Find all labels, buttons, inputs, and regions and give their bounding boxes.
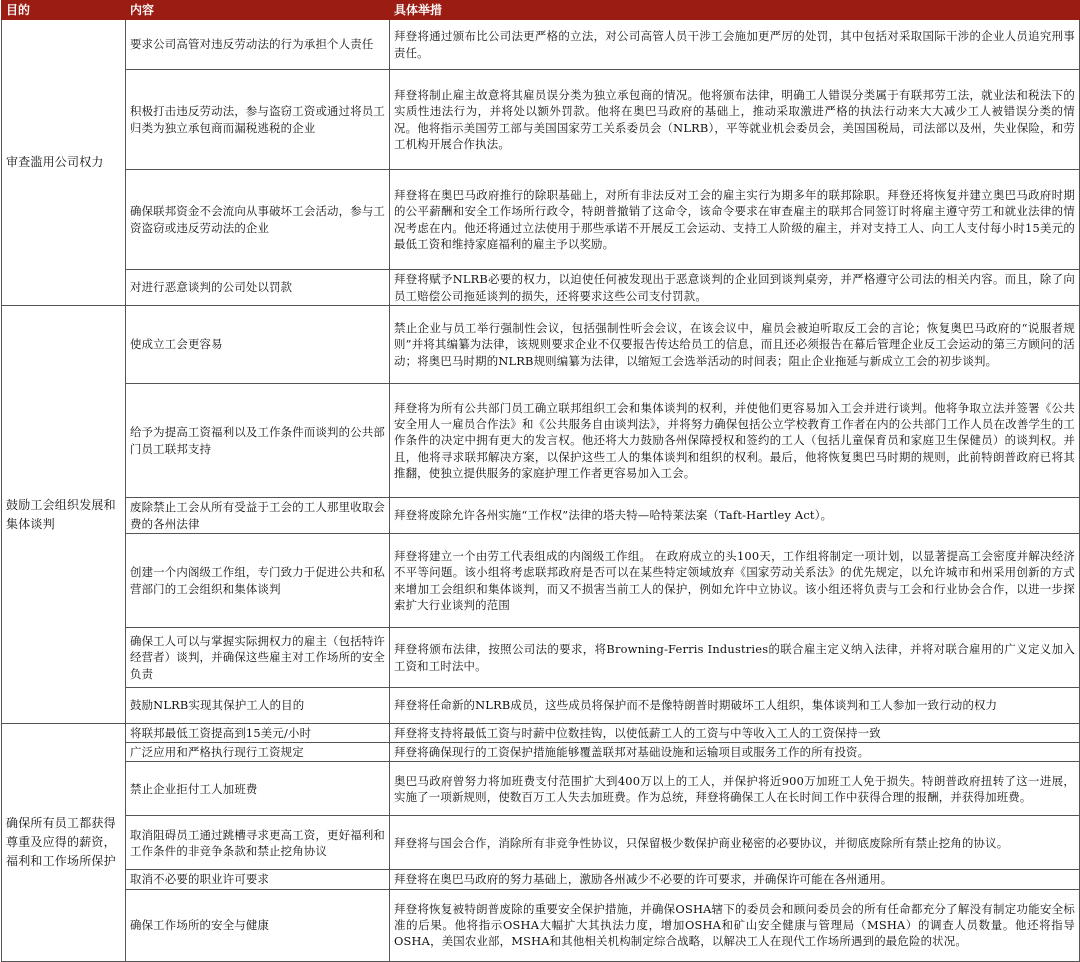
table-row — [2, 170, 1080, 270]
measure-cell: 拜登将与国会合作，消除所有非竞争性协议，只保留极少数保护商业秘密的必要协议，并彻底废除所有禁止挖角的协议。 — [390, 816, 1080, 870]
measure-cell: 奥巴马政府曾努力将加班费支付范围扩大到400万以上的工人，并保护将近900万加班工人免于损失。特朗普政府扭转了这一进展，实施了一项新规则，使数百万工人失去加班费。作为总统，拜登将确保工人在长时间工作中获得合理的报酬，并获得加班费。 — [390, 762, 1080, 816]
table-row — [2, 688, 1080, 724]
measure-cell: 拜登将支持将最低工资与时薪中位数挂钩，以使低薪工人的工资与中等收入工人的工资保持一致 — [390, 724, 1080, 743]
table-row — [2, 20, 1080, 70]
measure-cell: 拜登将为所有公共部门员工确立联邦组织工会和集体谈判的权利，并使他们更容易加入工会并进行谈判。他将争取立法并签署《公共安全用人一雇员合作法》和《公共服务自由谈判法》，并将努力确保包括公立学校教育工作者在内的公共部门工作人员在改善学生的工作条件的决定中拥有更大的发言权。他还将大力鼓励各州保障授权和签约的工人（包括儿童保育员和家庭卫生保健员）的谈判权。并且，他将寻求联邦解决方案，以保护这些工人的集体谈判和组织的权利。最后，他将恢复奥巴马时期的规则，此前特朗普政府已将其推翻，使独立提供服务的家庭护理工作者更容易加入工会。 — [390, 384, 1080, 498]
measure-cell: 拜登将在奥巴马政府推行的除职基础上，对所有非法反对工会的雇主实行为期多年的联邦除职。拜登还将恢复并建立奥巴马政府时期的公平薪酬和安全工作场所行政令，特朗普撤销了这命令，该命令要求在审查雇主的联邦合同签订时将雇主遵守劳工和就业法律的情况考虑在内。他还将通过立法使用于那些承诺不开展反工会运动、支持工人阶级的雇主，并对支持工人、向工人支付每小时15美元的最低工资和维持家庭福利的雇主予以奖励。 — [390, 170, 1080, 270]
measure-cell: 拜登将任命新的NLRB成员，这些成员将保护而不是像特朗普时期破坏工人组织，集体谈判和工人参加一致行动的权力 — [390, 688, 1080, 724]
table-row — [2, 384, 1080, 498]
table-row — [2, 70, 1080, 170]
table-row — [2, 534, 1080, 628]
header-content: 内容 — [126, 1, 390, 20]
purpose-cell: 鼓励工会组织发展和集体谈判 — [2, 306, 126, 724]
policy-table — [1, 0, 1080, 962]
measure-cell: 拜登将制止雇主故意将其雇员误分类为独立承包商的情况。他将颁布法律，明确工人错误分类属于有联邦劳工法，就业法和税法下的实质性违法行为，并将处以额外罚款。他将在奥巴马政府的基础上，推动采取激进严格的执法行动来大大减少工人被错误分类的情况。他将指示美国劳工部与美国国家劳工关系委员会（NLRB），平等就业机会委员会，美国国税局，司法部以及州，失业保险，和劳工机构开展合作执法。 — [390, 70, 1080, 170]
table-row — [2, 762, 1080, 816]
header-purpose: 目的 — [2, 1, 126, 20]
content-cell: 取消阻碍员工通过跳槽寻求更高工资，更好福利和工作条件的非竞争条款和禁止挖角协议 — [126, 816, 390, 870]
table-row — [2, 628, 1080, 688]
header-measures: 具体举措 — [390, 1, 1080, 20]
content-cell: 创建一个内阁级工作组，专门致力于促进公共和私营部门的工会组织和集体谈判 — [126, 534, 390, 628]
measure-cell: 拜登将恢复被特朗普废除的重要安全保护措施，并确保OSHA辖下的委员会和顾问委员会的所有任命都充分了解没有制定功能安全标准的后果。他将指示OSHA大幅扩大其执法力度，增加OSHA和矿山安全健康与管理局（MSHA）的调查人员数量。他还将指导OSHA，美国农业部，MSHA和其他相关机构制定综合战略，以解决工人在现代工作场所遇到的最危险的状况。 — [390, 889, 1080, 961]
content-cell: 给予为提高工资福利以及工作条件而谈判的公共部门员工联邦支持 — [126, 384, 390, 498]
table-row — [2, 270, 1080, 306]
table-row — [2, 743, 1080, 762]
purpose-cell: 审查滥用公司权力 — [2, 20, 126, 306]
measure-cell: 禁止企业与员工举行强制性会议，包括强制性听会会议，在该会议中，雇员会被迫听取反工会的言论；恢复奥巴马政府的“说服者规则”并将其编纂为法律，该规则要求企业不仅要报告传达给员工的信息，而且还必须报告在幕后管理企业反工会运动的第三方顾问的活动；将奥巴马时期的NLRB规则编纂为法律，以缩短工会选举活动的时间表；阻止企业拖延与新成立工会的初步谈判。 — [390, 306, 1080, 384]
content-cell: 确保工作场所的安全与健康 — [126, 889, 390, 961]
content-cell: 对进行恶意谈判的公司处以罚款 — [126, 270, 390, 306]
measure-cell: 拜登将颁布法律，按照公司法的要求，将Browning-Ferris Industries的联合雇主定义纳入法律，并将对联合雇用的广义定义加入工资和工时法中。 — [390, 628, 1080, 688]
measure-cell: 拜登将在奥巴马政府的努力基础上，激励各州减少不必要的许可要求，并确保许可能在各州通用。 — [390, 870, 1080, 889]
content-cell: 积极打击违反劳动法，参与盗窃工资或通过将员工归类为独立承包商而漏税逃税的企业 — [126, 70, 390, 170]
table-row — [2, 306, 1080, 384]
table-row — [2, 724, 1080, 743]
purpose-cell: 确保所有员工都获得尊重及应得的薪资，福利和工作场所保护 — [2, 724, 126, 962]
table-header-row — [2, 1, 1080, 20]
measure-cell: 拜登将赋予NLRB必要的权力，以迫使任何被发现出于恶意谈判的企业回到谈判桌旁，并严格遵守公司法的相关内容。而且，除了向员工赔偿公司拖延谈判的损失，还将要求这些公司支付罚款。 — [390, 270, 1080, 306]
table-row — [2, 870, 1080, 889]
content-cell: 广泛应用和严格执行现行工资规定 — [126, 743, 390, 762]
content-cell: 禁止企业拒付工人加班费 — [126, 762, 390, 816]
measure-cell: 拜登将通过颁布比公司法更严格的立法，对公司高管人员干涉工会施加更严厉的处罚，其中包括对采取国际干涉的企业人员追究刑事责任。 — [390, 20, 1080, 70]
table-row — [2, 816, 1080, 870]
content-cell: 要求公司高管对违反劳动法的行为承担个人责任 — [126, 20, 390, 70]
measure-cell: 拜登将废除允许各州实施“工作权”法律的塔夫特—哈特莱法案（Taft-Hartley Act）。 — [390, 498, 1080, 534]
content-cell: 废除禁止工会从所有受益于工会的工人那里收取会费的各州法律 — [126, 498, 390, 534]
table-row — [2, 498, 1080, 534]
content-cell: 将联邦最低工资提高到15美元/小时 — [126, 724, 390, 743]
measure-cell: 拜登将建立一个由劳工代表组成的内阁级工作组。 在政府成立的头100天，工作组将制定一项计划，以显著提高工会密度并解决经济不平等问题。该小组将考虑联邦政府是否可以在某些特定领域放弃《国家劳动关系法》的优先规定，以允许城市和州采用创新的方式来增加工会组织和集体谈判，而又不损害当前工人的保护，例如允许中立协议。该小组还将负责与工会和行业协会合作，以进一步探索扩大行业谈判的范围 — [390, 534, 1080, 628]
content-cell: 鼓励NLRB实现其保护工人的目的 — [126, 688, 390, 724]
content-cell: 使成立工会更容易 — [126, 306, 390, 384]
content-cell: 取消不必要的职业许可要求 — [126, 870, 390, 889]
measure-cell: 拜登将确保现行的工资保护措施能够覆盖联邦对基础设施和运输项目或服务工作的所有投资。 — [390, 743, 1080, 762]
table-row — [2, 889, 1080, 961]
content-cell: 确保联邦资金不会流向从事破坏工会活动，参与工资盗窃或违反劳动法的企业 — [126, 170, 390, 270]
content-cell: 确保工人可以与掌握实际拥权力的雇主（包括特许经营者）谈判，并确保这些雇主对工作场所的安全负责 — [126, 628, 390, 688]
